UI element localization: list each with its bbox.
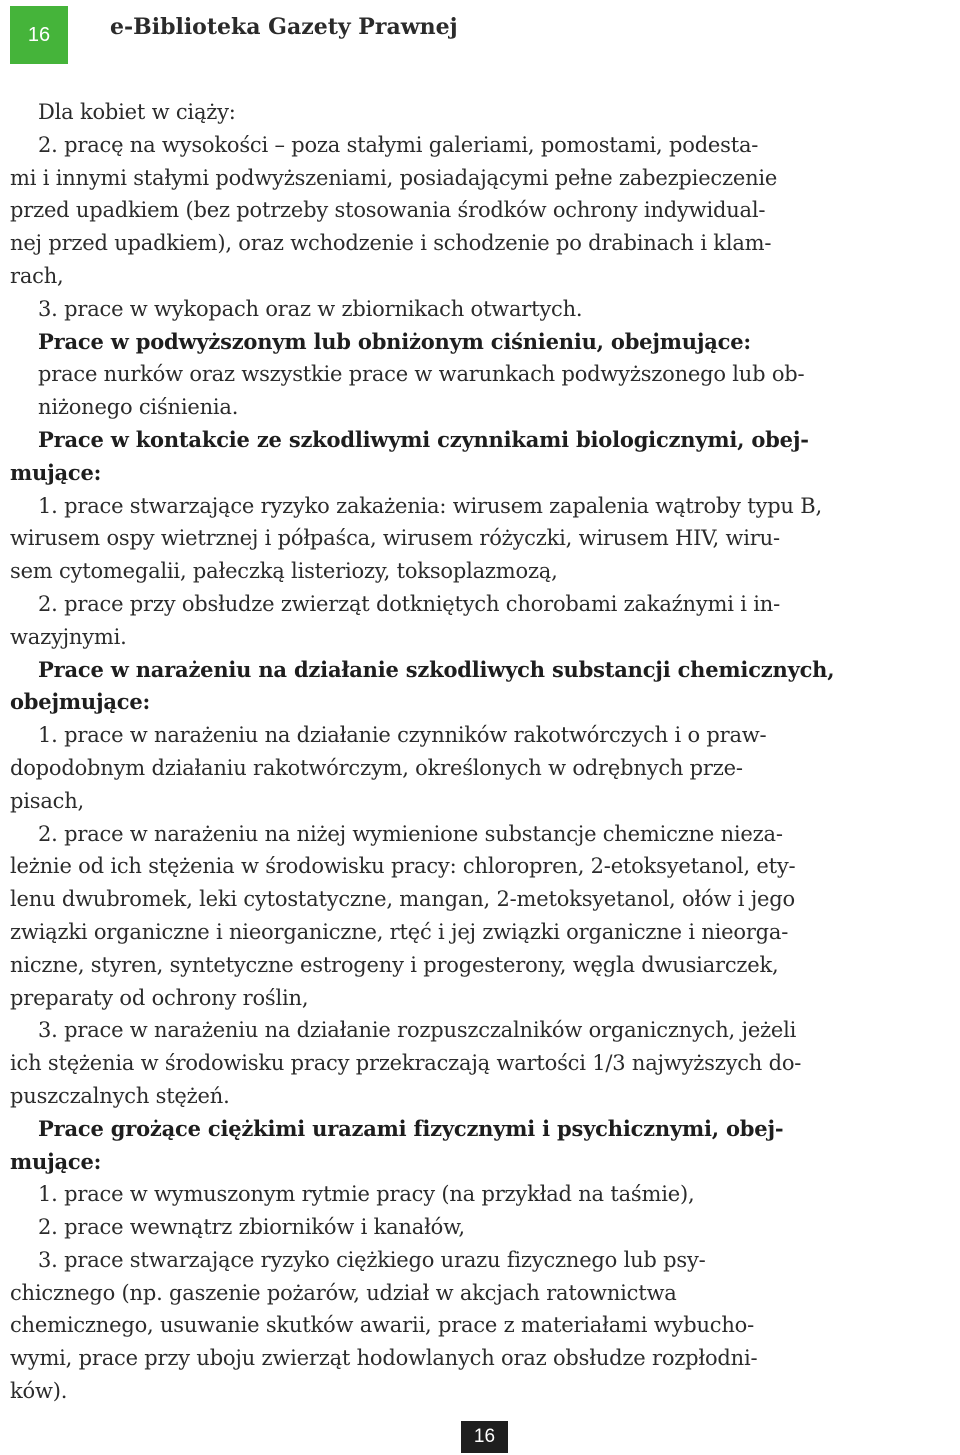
body-text-line: dopodobnym działaniu rakotwórczym, określonych w odrębnych prze- [10, 755, 743, 780]
body-text-line: chicznego (np. gaszenie pożarów, udział w akcjach ratownictwa [10, 1280, 677, 1305]
body-text-line: związki organiczne i nieorganiczne, rtęć i jej związki organiczne i nieorga- [10, 919, 789, 944]
body-text-line: leżnie od ich stężenia w środowisku pracy: chloropren, 2-etoksyetanol, ety- [10, 854, 796, 879]
section-heading-line: Prace w podwyższonym lub obniżonym ciśnieniu, obejmujące: [38, 328, 751, 354]
body-text-line: 1. prace w narażeniu na działanie czynników rakotwórczych i o praw- [38, 723, 767, 748]
body-text-line: pisach, [10, 788, 85, 813]
page-header [0, 0, 960, 70]
body-text-line: nej przed upadkiem), oraz wchodzenie i schodzenie po drabinach i klam- [10, 231, 772, 256]
body-text-line: wazyjnymi. [10, 624, 127, 649]
section-heading-line: mujące: [10, 1148, 102, 1174]
body-text-line: 2. prace wewnątrz zbiorników i kanałów, [38, 1215, 465, 1240]
section-heading-line: Prace grożące ciężkimi urazami fizycznymi i psychicznymi, obej- [38, 1115, 784, 1141]
body-text-line: przed upadkiem (bez potrzeby stosowania środków ochrony indywidual- [10, 198, 766, 223]
body-text-line: 1. prace stwarzające ryzyko zakażenia: wirusem zapalenia wątroby typu B, [38, 493, 822, 518]
body-text-line: 2. pracę na wysokości – poza stałymi galeriami, pomostami, podesta- [38, 132, 759, 157]
header-page-number: 16 [10, 6, 68, 64]
body-text-line: 3. prace w narażeniu na działanie rozpuszczalników organicznych, jeżeli [38, 1018, 797, 1043]
section-heading-line: Prace w kontakcie ze szkodliwymi czynnikami biologicznymi, obej- [38, 426, 809, 452]
section-heading-line: Prace w narażeniu na działanie szkodliwych substancji chemicznych, [38, 656, 835, 682]
body-text-line: 3. prace stwarzające ryzyko ciężkiego urazu fizycznego lub psy- [38, 1247, 706, 1272]
publication-title: e-Biblioteka Gazety Prawnej [110, 14, 458, 40]
body-text-line: niżonego ciśnienia. [38, 395, 239, 420]
body-text-line: mi i innymi stałymi podwyższeniami, posiadającymi pełne zabezpieczenie [10, 165, 778, 190]
body-text-line: niczne, styren, syntetyczne estrogeny i progesterony, węgla dwusiarczek, [10, 952, 779, 977]
body-text-line: lenu dwubromek, leki cytostatyczne, mangan, 2-metoksyetanol, ołów i jego [10, 887, 795, 912]
body-text-line: chemicznego, usuwanie skutków awarii, prace z materiałami wybucho- [10, 1313, 754, 1338]
body-text-line: Dla kobiet w ciąży: [38, 100, 236, 124]
document-body [10, 96, 956, 1408]
body-text-line: preparaty od ochrony roślin, [10, 985, 309, 1010]
body-text-line: sem cytomegalii, pałeczką listeriozy, toksoplazmozą, [10, 559, 558, 584]
body-text-line: ków). [10, 1379, 68, 1404]
body-text-line: rach, [10, 263, 64, 288]
body-text-line: 2. prace przy obsłudze zwierząt dotkniętych chorobami zakaźnymi i in- [38, 591, 780, 616]
body-text-line: wirusem ospy wietrznej i półpaśca, wirusem różyczki, wirusem HIV, wiru- [10, 526, 780, 551]
body-text-line: 3. prace w wykopach oraz w zbiornikach otwartych. [38, 296, 583, 321]
body-text-line: 1. prace w wymuszonym rytmie pracy (na przykład na taśmie), [38, 1182, 695, 1207]
body-text-line: prace nurków oraz wszystkie prace w warunkach podwyższonego lub ob- [38, 362, 805, 387]
section-heading-line: mujące: [10, 459, 102, 485]
footer-page-number: 16 [461, 1421, 508, 1453]
body-text-line: puszczalnych stężeń. [10, 1083, 230, 1108]
body-text-line: ich stężenia w środowisku pracy przekraczają wartości 1/3 najwyższych do- [10, 1051, 802, 1076]
body-text-line: wymi, prace przy uboju zwierząt hodowlanych oraz obsłudze rozpłodni- [10, 1346, 758, 1371]
body-text-line: 2. prace w narażeniu na niżej wymienione substancje chemiczne nieza- [38, 821, 783, 846]
section-heading-line: obejmujące: [10, 689, 151, 715]
